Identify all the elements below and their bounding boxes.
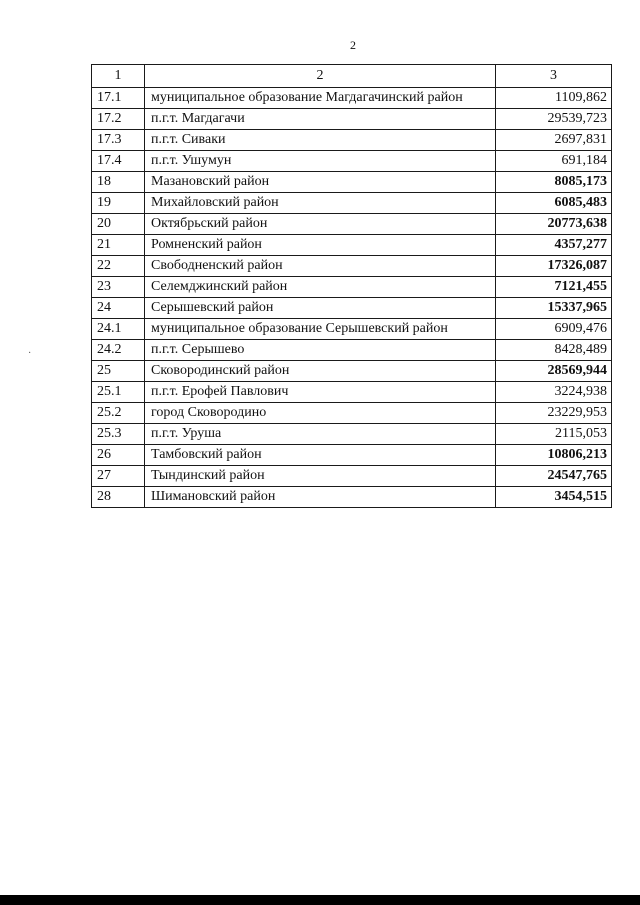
row-name-cell: Сковородинский район	[145, 361, 496, 382]
table-body	[92, 88, 612, 508]
row-value-cell: 15337,965	[496, 298, 612, 319]
row-name-cell: Свободненский район	[145, 256, 496, 277]
row-name-cell: Шимановский район	[145, 487, 496, 508]
row-name-cell: Михайловский район	[145, 193, 496, 214]
row-number-cell: 25.3	[92, 424, 145, 445]
row-name-cell: Селемджинский район	[145, 277, 496, 298]
row-value-cell: 29539,723	[496, 109, 612, 130]
column-header-3: 3	[496, 65, 612, 88]
row-number-cell: 25	[92, 361, 145, 382]
table-row	[92, 445, 612, 466]
row-value-cell: 4357,277	[496, 235, 612, 256]
table-row	[92, 424, 612, 445]
row-number-cell: 17.1	[92, 88, 145, 109]
margin-mark: ·	[28, 348, 32, 359]
table-row	[92, 487, 612, 508]
row-name-cell: п.г.т. Сиваки	[145, 130, 496, 151]
row-number-cell: 20	[92, 214, 145, 235]
row-name-cell: п.г.т. Серышево	[145, 340, 496, 361]
row-value-cell: 2115,053	[496, 424, 612, 445]
row-value-cell: 10806,213	[496, 445, 612, 466]
row-number-cell: 26	[92, 445, 145, 466]
page-number: 2	[350, 38, 356, 52]
row-name-cell: муниципальное образование Магдагачинский район	[145, 88, 496, 109]
table-row	[92, 277, 612, 298]
row-value-cell: 7121,455	[496, 277, 612, 298]
row-name-cell: Мазановский район	[145, 172, 496, 193]
row-name-cell: Октябрьский район	[145, 214, 496, 235]
table-row	[92, 403, 612, 424]
table-row	[92, 193, 612, 214]
row-value-cell: 3454,515	[496, 487, 612, 508]
row-number-cell: 17.2	[92, 109, 145, 130]
row-name-cell: п.г.т. Магдагачи	[145, 109, 496, 130]
row-name-cell: п.г.т. Ушумун	[145, 151, 496, 172]
row-name-cell: Серышевский район	[145, 298, 496, 319]
column-header-1: 1	[92, 65, 145, 88]
row-name-cell: п.г.т. Ерофей Павлович	[145, 382, 496, 403]
table-row	[92, 298, 612, 319]
table-row	[92, 130, 612, 151]
table-row	[92, 172, 612, 193]
table-row	[92, 214, 612, 235]
row-number-cell: 22	[92, 256, 145, 277]
row-name-cell: Тындинский район	[145, 466, 496, 487]
table-row	[92, 340, 612, 361]
row-name-cell: Тамбовский район	[145, 445, 496, 466]
table-row	[92, 319, 612, 340]
row-value-cell: 6909,476	[496, 319, 612, 340]
table-row	[92, 382, 612, 403]
row-number-cell: 27	[92, 466, 145, 487]
row-number-cell: 24	[92, 298, 145, 319]
scan-bottom-edge	[0, 895, 640, 905]
row-value-cell: 23229,953	[496, 403, 612, 424]
row-value-cell: 17326,087	[496, 256, 612, 277]
row-value-cell: 6085,483	[496, 193, 612, 214]
row-number-cell: 25.1	[92, 382, 145, 403]
row-number-cell: 17.4	[92, 151, 145, 172]
row-name-cell: Ромненский район	[145, 235, 496, 256]
row-number-cell: 19	[92, 193, 145, 214]
row-name-cell: п.г.т. Уруша	[145, 424, 496, 445]
column-header-2: 2	[145, 65, 496, 88]
row-value-cell: 3224,938	[496, 382, 612, 403]
table-row	[92, 88, 612, 109]
row-value-cell: 24547,765	[496, 466, 612, 487]
header-row	[92, 65, 612, 88]
row-name-cell: город Сковородино	[145, 403, 496, 424]
row-number-cell: 24.2	[92, 340, 145, 361]
data-table	[91, 64, 612, 508]
row-name-cell: муниципальное образование Серышевский район	[145, 319, 496, 340]
table-row	[92, 151, 612, 172]
row-number-cell: 23	[92, 277, 145, 298]
table-row	[92, 361, 612, 382]
row-number-cell: 17.3	[92, 130, 145, 151]
row-number-cell: 28	[92, 487, 145, 508]
row-value-cell: 2697,831	[496, 130, 612, 151]
row-value-cell: 691,184	[496, 151, 612, 172]
row-number-cell: 25.2	[92, 403, 145, 424]
row-value-cell: 8428,489	[496, 340, 612, 361]
table-row	[92, 109, 612, 130]
row-value-cell: 28569,944	[496, 361, 612, 382]
table-row	[92, 235, 612, 256]
table-header	[92, 65, 612, 88]
row-value-cell: 20773,638	[496, 214, 612, 235]
row-number-cell: 21	[92, 235, 145, 256]
row-value-cell: 1109,862	[496, 88, 612, 109]
table-row	[92, 256, 612, 277]
table-row	[92, 466, 612, 487]
row-number-cell: 24.1	[92, 319, 145, 340]
row-value-cell: 8085,173	[496, 172, 612, 193]
row-number-cell: 18	[92, 172, 145, 193]
